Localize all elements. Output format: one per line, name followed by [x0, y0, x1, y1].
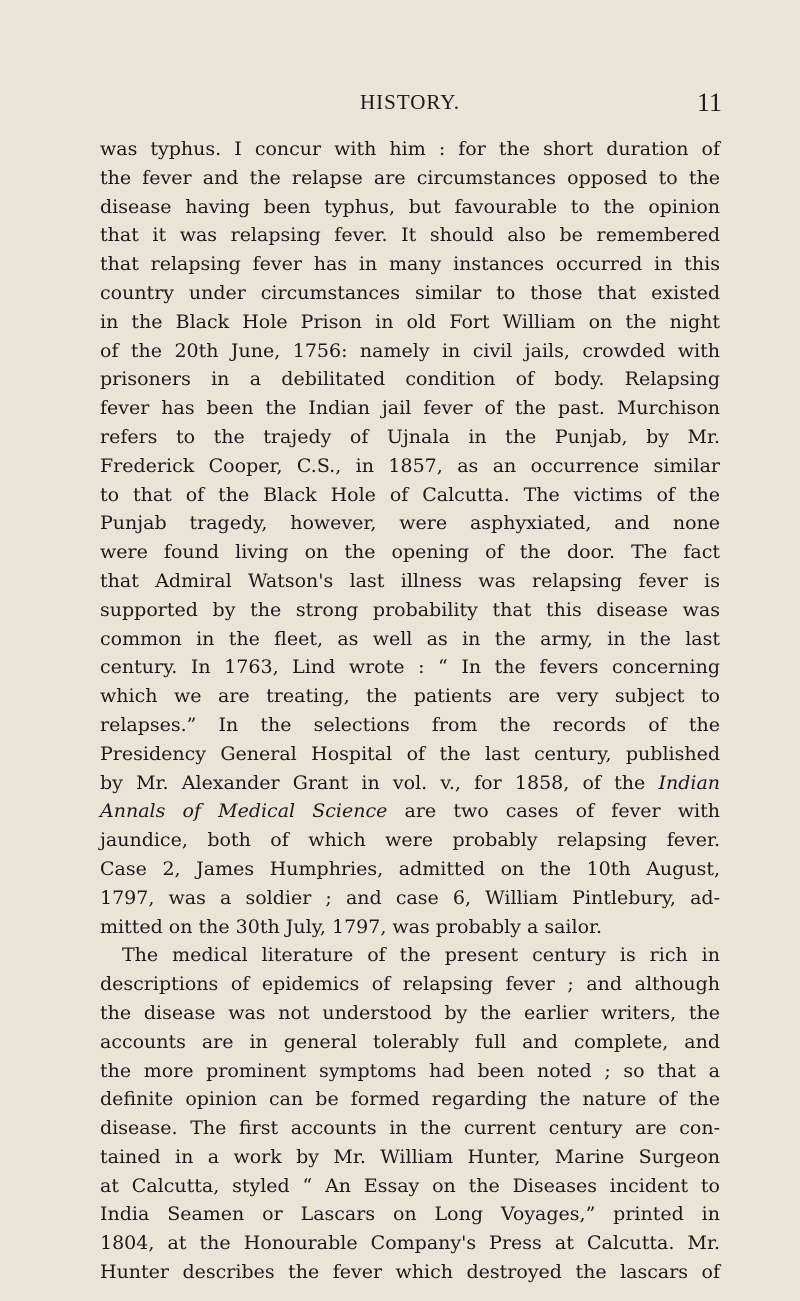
- text-line: Case 2, James Humphries, admitted on the 10th August,: [100, 857, 720, 880]
- text-line: disease. The first accounts in the current century are con-: [100, 1117, 720, 1140]
- page-number: 11: [696, 88, 722, 117]
- text-line: tained in a work by Mr. William Hunter, Marine Surgeon: [100, 1145, 720, 1168]
- text-line: prisoners in a debilitated condition of body. Relapsing: [100, 368, 720, 391]
- text-line: Presidency General Hospital of the last century, published: [100, 742, 720, 765]
- text-line: fever has been the Indian jail fever of the past. Murchison: [100, 397, 720, 420]
- text-line: jaundice, both of which were probably relapsing fever.: [100, 829, 720, 852]
- running-title: HISTORY.: [359, 90, 460, 114]
- text-line: Frederick Cooper, C.S., in 1857, as an occurrence similar: [100, 454, 720, 477]
- text-line: country under circumstances similar to those that existed: [100, 281, 720, 304]
- text-line: that it was relapsing fever. It should also be remembered: [100, 224, 720, 247]
- text-line: that Admiral Watson's last illness was relapsing fever is: [100, 569, 720, 592]
- text-line: were found living on the opening of the door. The fact: [100, 541, 720, 564]
- text-line: 1797, was a soldier ; and case 6, William Pintlebury, ad-: [100, 886, 720, 909]
- text-line: that relapsing fever has in many instances occurred in this: [100, 253, 720, 276]
- text-line: descriptions of epidemics of relapsing fever ; and although: [100, 973, 720, 996]
- text-segment: by Mr. Alexander Grant in vol. v., for 1858, of the: [100, 771, 646, 794]
- text-line: of the 20th June, 1756: namely in civil jails, crowded with: [100, 339, 720, 362]
- text-line: the more prominent symptoms had been noted ; so that a: [100, 1059, 720, 1082]
- text-line: which we are treating, the patients are very subject to: [100, 685, 720, 708]
- text-line: supported by the strong probability that this disease was: [100, 598, 720, 621]
- journal-title-part: Annals of Medical Science: [100, 800, 388, 823]
- text-line: 1804, at the Honourable Company's Press at Calcutta. Mr.: [100, 1232, 720, 1255]
- text-line: was typhus. I concur with him : for the short duration of: [100, 138, 720, 160]
- text-line: Hunter describes the fever which destroyed the lascars of: [100, 1261, 720, 1284]
- text-line: the fever and the relapse are circumstances opposed to the: [100, 166, 720, 189]
- text-line: to that of the Black Hole of Calcutta. The victims of the: [100, 483, 720, 506]
- text-line: common in the fleet, as well as in the army, in the last: [100, 627, 720, 650]
- text-line: at Calcutta, styled “ An Essay on the Diseases incident to: [100, 1174, 720, 1197]
- text-line: [100, 769, 720, 798]
- journal-title-part: Indian: [658, 771, 721, 794]
- body-text: [100, 135, 720, 1287]
- text-line: accounts are in general tolerably full and complete, and: [100, 1030, 720, 1053]
- text-line: refers to the trajedy of Ujnala in the Punjab, by Mr.: [100, 425, 720, 448]
- text-line: the disease was not understood by the earlier writers, the: [100, 1001, 720, 1024]
- text-line: disease having been typhus, but favourable to the opinion: [100, 195, 720, 218]
- running-head: [100, 88, 720, 118]
- text-line: mitted on the 30th July, 1797, was probably a sailor.: [100, 915, 603, 938]
- text-line: [100, 797, 720, 826]
- text-segment: are two cases of fever with: [404, 800, 720, 823]
- text-line: relapses.” In the selections from the records of the: [100, 713, 720, 736]
- text-line: century. In 1763, Lind wrote : “ In the fevers concerning: [100, 656, 720, 679]
- text-line: definite opinion can be formed regarding the nature of the: [100, 1088, 720, 1111]
- text-line: in the Black Hole Prison in old Fort William on the night: [100, 310, 720, 333]
- paragraph-start-line: The medical literature of the present century is rich in: [122, 944, 720, 967]
- text-line: India Seamen or Lascars on Long Voyages,” printed in: [100, 1203, 720, 1226]
- text-line: Punjab tragedy, however, were asphyxiated, and none: [100, 512, 720, 535]
